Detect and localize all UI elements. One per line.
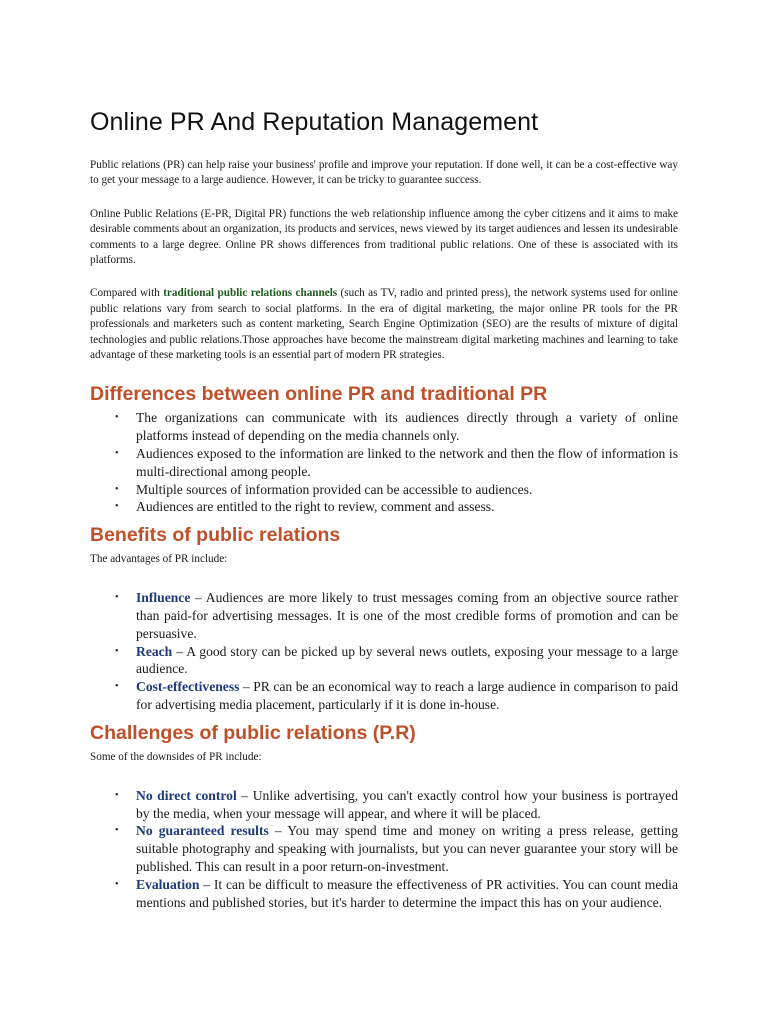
list-item [90,445,678,481]
bullet-icon: • [115,448,119,460]
benefits-heading: Benefits of public relations [90,524,341,547]
challenges-heading: Challenges of public relations (P.R) [90,721,416,744]
challenge-term: No guaranteed results [136,823,269,839]
benefit-text: – PR can be an economical way to reach a large audience in comparison to paid for advertising media placement, particularly if it is done in-house. [136,679,678,713]
challenges-list [90,787,678,912]
bullet-icon: • [115,501,119,513]
traditional-channels-link[interactable]: traditional public relations channels [163,287,338,300]
list-item [90,787,678,823]
differences-heading: Differences between online PR and traditional PR [90,383,548,406]
benefit-text: – Audiences are more likely to trust messages coming from an objective source rather than paid-for advertising messages. It is one of the most credible forms of promotion and can be persuasive. [136,590,678,641]
list-item [90,822,678,875]
challenge-term: No direct control [136,787,237,803]
bullet-icon: • [115,681,119,693]
bullet-icon: • [115,483,119,495]
list-item [90,876,678,912]
challenge-text: – You may spend time and money on writing a press release, getting suitable photography and speaking with journalists, but you can never guarantee your story will be published. This can result in a poor return-on-investment. [136,823,679,875]
bullet-icon: • [115,825,119,837]
challenge-term: Evaluation [136,876,200,892]
list-item-text: Multiple sources of information provided can be accessible to audiences. [136,481,533,497]
benefit-term: Influence [136,590,191,606]
benefit-term: Reach [136,643,173,659]
list-item-text: Audiences exposed to the information are linked to the network and then the flow of information is multi-directional among people. [136,446,678,479]
differences-list [90,409,678,516]
bullet-icon: • [115,592,119,604]
benefits-intro: The advantages of PR include: [90,553,228,566]
bullet-icon: • [115,789,119,801]
document-page [90,104,678,911]
online-pr-paragraph: Online Public Relations (E-PR, Digital PR) functions the web relationship influence among the cyber citizens and it aims to make desirable comments about an organization, its products and services, news viewed by its target audiences and lessen its undesirable comments to a large degree. Online PR shows differences from traditional public relations. One of these is associated with its platforms. [90,207,678,267]
bullet-icon: • [115,878,119,890]
list-item [90,589,678,642]
benefits-list [90,589,678,714]
bullet-icon: • [115,645,119,657]
challenges-intro: Some of the downsides of PR include: [90,750,262,763]
list-item [90,643,678,679]
list-item [90,409,678,445]
bullet-icon: • [115,412,119,424]
list-item [90,678,678,714]
comparison-text-before: Compared with [90,287,164,300]
benefit-term: Cost-effectiveness [136,679,240,695]
page-title: Online PR And Reputation Management [90,108,539,136]
challenge-text: – It can be difficult to measure the effectiveness of PR activities. You can count media mentions and published stories, but it's harder to determine the impact this has on your audience. [136,876,678,910]
comparison-paragraph [90,286,678,363]
comparison-text-after: (such as TV, radio and printed press), the network systems used for online public relations vary from search to social platforms. In the era of digital marketing, the major online PR tools for the PR professionals and marketers such as content marketing, Search Engine Optimization (SEO) are the results of mixture of digital technologies and public relations.Those approaches have become the mainstream digital marketing machines and learning to take advantage of these marketing tools is an essential part of modern PR strategies. [90,287,678,362]
list-item-text: Audiences are entitled to the right to review, comment and assess. [136,499,495,515]
list-item [90,481,678,499]
list-item [90,498,678,516]
list-item-text: The organizations can communicate with its audiences directly through a variety of online platforms instead of depending on the media channels only. [136,410,678,444]
benefit-text: – A good story can be picked up by several news outlets, exposing your message to a large audience. [136,643,678,677]
challenge-text: – Unlike advertising, you can't exactly control how your business is portrayed by the media, when your message will appear, and where it will be placed. [136,787,678,821]
intro-paragraph: Public relations (PR) can help raise your business' profile and improve your reputation. If done well, it can be a cost-effective way to get your message to a large audience. However, it can be tricky to guarantee success. [90,159,678,187]
